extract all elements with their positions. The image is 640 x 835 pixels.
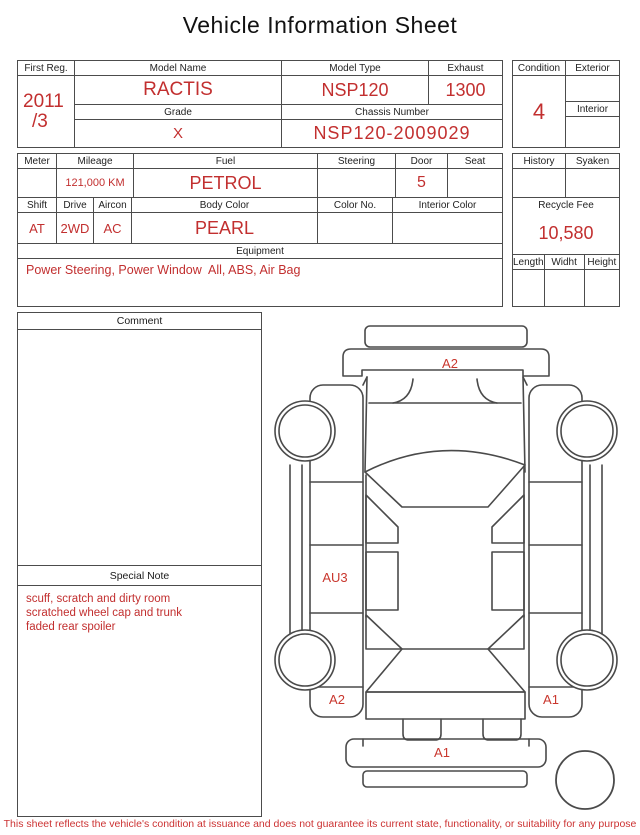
exhaust-value: 1300 bbox=[445, 79, 486, 100]
comment-value bbox=[18, 330, 261, 565]
equipment-value: Power Steering, Power Window All, ABS, Air Bag bbox=[26, 263, 301, 277]
chassis-number-label: Chassis Number bbox=[282, 105, 502, 120]
steering-label: Steering bbox=[318, 154, 395, 169]
first-reg-year: 2011 bbox=[23, 90, 64, 112]
drive-value: 2WD bbox=[60, 220, 90, 236]
model-type-value: NSP120 bbox=[321, 79, 389, 100]
height-label: Height bbox=[585, 255, 619, 270]
fuel-value: PETROL bbox=[189, 172, 262, 193]
comment-box bbox=[17, 312, 262, 817]
special-note-label: Special Note bbox=[18, 565, 261, 586]
height-value bbox=[585, 270, 619, 306]
first-reg-value bbox=[18, 76, 74, 147]
width-value bbox=[545, 270, 584, 306]
mileage-label: Mileage bbox=[57, 154, 133, 169]
history-value bbox=[513, 169, 565, 197]
damage-label-left-side: AU3 bbox=[322, 570, 348, 585]
first-reg-label: First Reg. bbox=[18, 61, 74, 76]
length-label: Length bbox=[513, 255, 544, 270]
special-note-value bbox=[18, 586, 261, 816]
info-table-right bbox=[512, 60, 620, 148]
body-color-label: Body Color bbox=[132, 198, 317, 213]
spec-table-right bbox=[512, 153, 620, 307]
damage-label-front-bumper: A2 bbox=[442, 356, 458, 371]
door-label: Door bbox=[396, 154, 447, 169]
model-name-label: Model Name bbox=[75, 61, 281, 76]
seat-label: Seat bbox=[448, 154, 502, 169]
interior-color-label: Interior Color bbox=[393, 198, 502, 213]
aircon-value: AC bbox=[103, 220, 122, 236]
syaken-label: Syaken bbox=[566, 154, 619, 169]
color-no-label: Color No. bbox=[318, 198, 392, 213]
special-note-line: faded rear spoiler bbox=[26, 621, 116, 633]
model-type-label: Model Type bbox=[282, 61, 428, 76]
first-reg-month: /3 bbox=[32, 110, 48, 132]
shift-value: AT bbox=[29, 220, 45, 236]
meter-label: Meter bbox=[18, 154, 56, 169]
exterior-value bbox=[566, 76, 619, 102]
seat-value bbox=[448, 169, 502, 197]
condition-label: Condition bbox=[513, 61, 565, 76]
comment-label: Comment bbox=[18, 313, 261, 330]
interior-value bbox=[566, 117, 619, 147]
interior-label: Interior bbox=[566, 102, 619, 117]
syaken-value bbox=[566, 169, 619, 197]
fuel-label: Fuel bbox=[134, 154, 317, 169]
drive-label: Drive bbox=[57, 198, 93, 213]
page-title: Vehicle Information Sheet bbox=[182, 12, 458, 38]
interior-color-value bbox=[393, 213, 502, 243]
chassis-number-value: NSP120-2009029 bbox=[313, 123, 471, 143]
grade-label: Grade bbox=[75, 105, 281, 120]
grade-value: X bbox=[172, 125, 183, 142]
exhaust-label: Exhaust bbox=[429, 61, 502, 76]
equipment-label: Equipment bbox=[18, 244, 502, 259]
exterior-label: Exterior bbox=[566, 61, 619, 76]
shift-label: Shift bbox=[18, 198, 56, 213]
model-name-value: RACTIS bbox=[75, 76, 281, 105]
meter-value bbox=[18, 169, 56, 197]
mileage-value: 121,000 KM bbox=[65, 177, 125, 189]
special-note-line: scratched wheel cap and trunk bbox=[26, 607, 182, 619]
spec-table-left bbox=[17, 153, 503, 307]
condition-value: 4 bbox=[532, 98, 546, 124]
width-label: Widht bbox=[545, 255, 584, 270]
recycle-fee-value: 10,580 bbox=[538, 223, 594, 243]
steering-value bbox=[318, 169, 395, 197]
special-note-line: scuff, scratch and dirty room bbox=[26, 593, 171, 605]
body-color-value: PEARL bbox=[194, 217, 255, 238]
disclaimer-text: This sheet reflects the vehicle's condition at issuance and does not guarantee its current state, functionality, or suitability for any purpose bbox=[3, 818, 637, 830]
door-value: 5 bbox=[417, 174, 426, 191]
length-value bbox=[513, 270, 544, 306]
damage-label-rear-right: A1 bbox=[543, 692, 559, 707]
damage-label-rear-bumper: A1 bbox=[434, 745, 450, 760]
car-outline-drawing bbox=[255, 315, 635, 815]
car-damage-diagram bbox=[255, 315, 635, 815]
history-label: History bbox=[513, 154, 565, 169]
damage-label-rear-left: A2 bbox=[329, 692, 345, 707]
info-table-left bbox=[17, 60, 503, 148]
color-no-value bbox=[318, 213, 392, 243]
aircon-label: Aircon bbox=[94, 198, 131, 213]
recycle-fee-label: Recycle Fee bbox=[538, 200, 594, 211]
